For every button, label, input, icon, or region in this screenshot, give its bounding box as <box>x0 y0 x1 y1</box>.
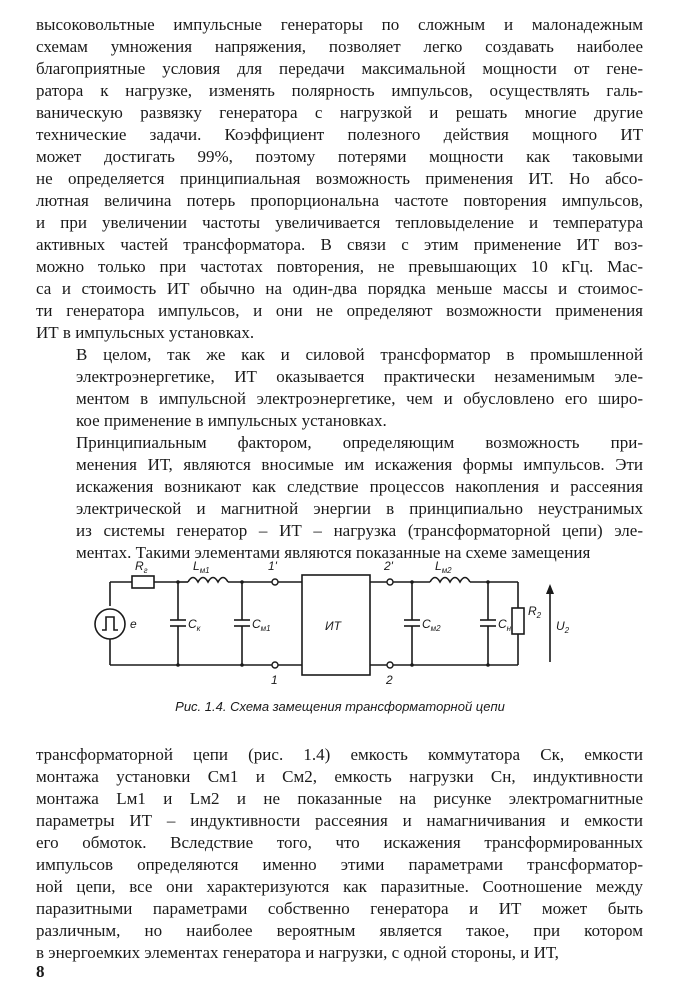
text-line: Принципиальным фактором, определяющим возможность при- <box>76 433 643 452</box>
text-line: ной цепи, все они характеризуются как паразитные. Соотношение между <box>36 877 643 896</box>
text-line: ратора к нагрузке, изменять полярность импульсов, осуществлять галь- <box>36 81 643 100</box>
label-rg: $R_г$ <box>135 559 148 575</box>
text-line: активных частей трансформатора. В связи с этим применение ИТ воз- <box>36 235 643 254</box>
paragraph <box>36 14 643 344</box>
text-line: кое применение в импульсных установках. <box>76 411 387 430</box>
label-node-1-prime: 1' <box>268 559 277 573</box>
text-line: параметры ИТ – индуктивности рассеяния и намагничивания и емкости <box>36 811 643 830</box>
text-line: различным, но наиболее вероятным является такое, при котором <box>36 921 643 940</box>
text-line: может достигать 99%, поэтому потерями мощности как таковыми <box>36 147 643 166</box>
label-e: e <box>130 617 137 631</box>
text-line: его обмоток. Вследствие того, что искажения трансформированных <box>36 833 643 852</box>
label-cm1: $C_{м1}$ <box>252 617 271 633</box>
text-line: в энергоемких элементах генератора и нагрузки, с одной стороны, и ИТ, <box>36 943 559 962</box>
label-ck: $C_к$ <box>188 617 201 633</box>
label-it: ИТ <box>325 619 341 633</box>
text-line: электрической и магнитной энергии в принципиально неустранимых <box>76 499 643 518</box>
text-line: В целом, так же как и силовой трансформатор в промышленной <box>76 345 643 364</box>
text-line: монтажа установки Cм1 и Cм2, емкость нагрузки Cн, индуктивности <box>36 767 643 786</box>
page-number: 8 <box>36 962 45 981</box>
label-node-2: 2 <box>386 673 393 687</box>
figure-caption: Рис. 1.4. Схема замещения трансформаторной цепи <box>175 699 505 714</box>
text-line: трансформаторной цепи (рис. 1.4) емкость коммутатора Cк, емкости <box>36 745 643 764</box>
text-line: монтажа Lм1 и Lм2 и не показанные на рисунке электромагнитные <box>36 789 643 808</box>
text-line: паразитными параметрами собственно генератора и ИТ может быть <box>36 899 643 918</box>
text-line: ИТ в импульсных установках. <box>36 323 255 342</box>
paragraph <box>36 432 643 564</box>
label-cm2: $C_{м2}$ <box>422 617 441 633</box>
text-line: искажения возникают как следствие процессов накопления и рассеяния <box>76 477 643 496</box>
text-line: ментах. Такими элементами являются показанные на схеме замещения <box>76 543 591 562</box>
text-block-top <box>36 14 643 564</box>
label-u2: $U_2$ <box>556 619 570 635</box>
label-lm1: $L_{м1}$ <box>193 559 210 575</box>
text-line: ти генератора импульсов, и они не определяют возможности применения <box>36 301 643 320</box>
label-node-1: 1 <box>271 673 278 687</box>
equivalent-circuit-diagram <box>90 550 590 700</box>
text-line: высоковольтные импульсные генераторы по сложным и малонадежным <box>36 15 643 34</box>
figure-1-4 <box>90 550 590 730</box>
text-line: импульсов определяются именно этими параметрами трансформатор- <box>36 855 643 874</box>
text-line: са и стоимость ИТ обычно на один-два порядка меньше массы и стоимос- <box>36 279 643 298</box>
text-block-bottom <box>36 744 643 964</box>
label-lm2: $L_{м2}$ <box>435 559 452 575</box>
text-line: ваническую развязку генератора с нагрузкой и решать многие другие <box>36 103 643 122</box>
text-line: менения ИТ, являются вносимые им искажения формы импульсов. Эти <box>76 455 643 474</box>
text-line: можно только при частотах повторения, не превышающих 10 кГц. Мас- <box>36 257 643 276</box>
text-line: технические задачи. Коэффициент полезного действия мощного ИТ <box>36 125 643 144</box>
text-line: лютная величина потерь пропорциональна частоте повторения импульсов, <box>36 191 643 210</box>
text-line: из системы генератор – ИТ – нагрузка (трансформаторной цепи) эле- <box>76 521 643 540</box>
text-line: и при увеличении частоты увеличивается тепловыделение и температура <box>36 213 643 232</box>
label-r2: $R_2$ <box>528 604 542 620</box>
text-line: схемам умножения напряжения, позволяет легко создавать наиболее <box>36 37 643 56</box>
text-line: не определяется принципиальная возможность применения ИТ. Но абсо- <box>36 169 643 188</box>
text-line: электроэнергетике, ИТ оказывается практически незаменимым эле- <box>76 367 643 386</box>
paragraph <box>36 744 643 964</box>
label-node-2-prime: 2' <box>384 559 393 573</box>
paragraph <box>36 344 643 432</box>
text-line: благоприятные условия для передачи максимальной мощности от гене- <box>36 59 643 78</box>
text-line: ментом в импульсной электроэнергетике, чем и обусловлено его широ- <box>76 389 643 408</box>
label-cn: $C_н$ <box>498 617 512 633</box>
